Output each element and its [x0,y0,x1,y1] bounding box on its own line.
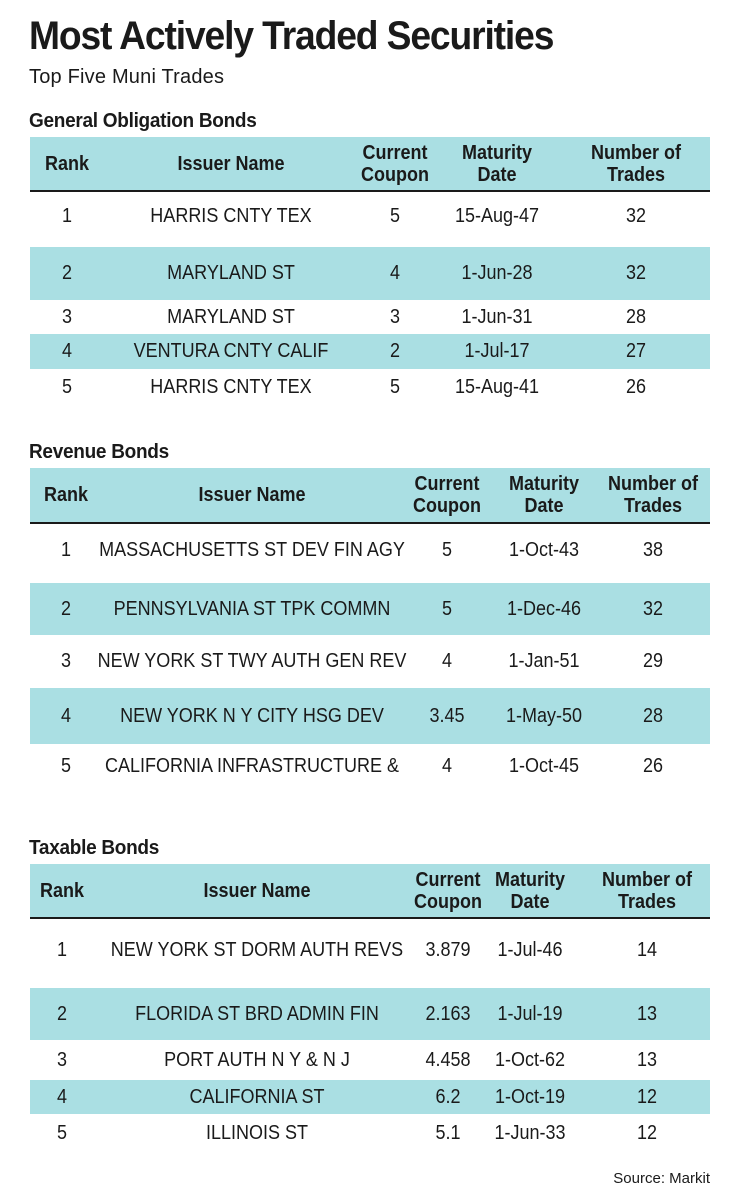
table-cell-number-of-trades: 32 [625,262,647,284]
table-row [30,1040,710,1080]
table-row [30,300,710,334]
table-cell-number-of-trades: 12 [636,1085,658,1108]
table-cell-issuer-name: MARYLAND ST [167,262,295,284]
table-cell-rank: 1 [56,938,68,961]
table-cell-issuer-name: FLORIDA ST BRD ADMIN FIN [135,1002,379,1025]
table-cell-maturity-date: 1-Jul-19 [497,1002,563,1025]
table-cell-number-of-trades: 14 [636,938,658,961]
table-cell-number-of-trades: 13 [636,1002,658,1025]
table-cell-number-of-trades: 29 [642,650,664,672]
table-cell-current-coupon: 4 [389,262,401,284]
table-cell-maturity-date: 1-Oct-45 [508,754,580,777]
taxable-bonds-header-row [30,864,710,919]
column-header-rank: Rank [43,484,89,506]
table-cell-number-of-trades: 27 [625,340,647,362]
table-cell-issuer-name: PORT AUTH N Y & N J [164,1048,350,1071]
table-cell-current-coupon: 5 [441,597,453,620]
table-cell-rank: 2 [60,597,72,620]
table-cell-maturity-date: 1-Oct-43 [508,538,580,561]
table-cell-number-of-trades: 28 [625,305,647,328]
table-cell-number-of-trades: 28 [642,704,664,727]
table-cell-rank: 5 [56,1121,68,1144]
table-cell-maturity-date: 1-Dec-46 [506,597,582,620]
column-header-issuer-name: Issuer Name [203,879,311,902]
column-header-rank: Rank [44,152,90,175]
column-header-maturity-date: Maturity Date [508,473,580,517]
table-cell-current-coupon: 3 [389,305,401,328]
table-cell-issuer-name: CALIFORNIA ST [189,1085,325,1108]
table-cell-maturity-date: 1-Jul-17 [464,340,530,362]
table-cell-current-coupon: 6.2 [435,1085,461,1108]
table-cell-issuer-name: MARYLAND ST [167,305,295,328]
table-cell-maturity-date: 1-Oct-19 [494,1085,566,1108]
table-cell-maturity-date: 15-Aug-41 [454,375,540,398]
table-cell-rank: 5 [61,375,73,398]
column-header-maturity-date: Maturity Date [494,868,566,913]
table-cell-maturity-date: 1-Jun-33 [494,1121,566,1144]
table-row [30,583,710,635]
table-cell-issuer-name: HARRIS CNTY TEX [150,375,312,398]
table-cell-rank: 1 [60,538,72,561]
table-cell-maturity-date: 15-Aug-47 [454,204,540,227]
column-header-current-coupon: Current Coupon [361,141,429,186]
column-header-maturity-date: Maturity Date [461,141,533,186]
table-row [30,522,710,578]
table-cell-issuer-name: CALIFORNIA INFRASTRUCTURE & [104,754,400,777]
table-cell-current-coupon: 5 [389,375,401,398]
revenue-bonds-title: Revenue Bonds [29,441,169,463]
table-cell-issuer-name: PENNSYLVANIA ST TPK COMMN [113,597,391,620]
table-cell-current-coupon: 3.879 [425,938,471,961]
table-cell-number-of-trades: 38 [642,538,664,561]
table-cell-rank: 4 [56,1085,68,1108]
table-row [30,1114,710,1152]
table-row [30,1080,710,1114]
table-cell-maturity-date: 1-Oct-62 [494,1048,566,1071]
table-cell-current-coupon: 5.1 [435,1121,461,1144]
table-cell-number-of-trades: 26 [625,375,647,398]
table-cell-issuer-name: HARRIS CNTY TEX [150,204,312,227]
table-cell-current-coupon: 5 [389,204,401,227]
table-cell-issuer-name: NEW YORK N Y CITY HSG DEV [120,704,384,727]
table-row [30,635,710,688]
table-cell-maturity-date: 1-Jun-28 [461,262,533,284]
table-cell-rank: 5 [60,754,72,777]
table-cell-number-of-trades: 26 [642,754,664,777]
table-cell-current-coupon: 5 [441,538,453,561]
table-cell-issuer-name: NEW YORK ST TWY AUTH GEN REV [97,650,407,672]
table-cell-number-of-trades: 13 [636,1048,658,1071]
table-cell-number-of-trades: 32 [642,597,664,620]
general-obligation-bonds-header-row [30,137,710,192]
general-obligation-bonds-title: General Obligation Bonds [29,110,257,132]
table-cell-current-coupon: 3.45 [429,704,465,727]
table-row [30,744,710,788]
table-cell-rank: 4 [60,704,72,727]
page-title: Most Actively Traded Securities [29,14,554,58]
taxable-bonds-title: Taxable Bonds [29,837,160,859]
table-cell-issuer-name: ILLINOIS ST [205,1121,309,1144]
column-header-number-of-trades: Number of Trades [602,868,692,913]
revenue-bonds-header-row [30,468,710,524]
table-cell-rank: 4 [61,340,73,362]
column-header-issuer-name: Issuer Name [198,484,306,506]
table-row [30,988,710,1040]
table-row [30,688,710,744]
page-subtitle: Top Five Muni Trades [29,66,225,88]
table-cell-issuer-name: NEW YORK ST DORM AUTH REVS [110,938,404,961]
table-cell-number-of-trades: 32 [625,204,647,227]
table-row [30,369,710,405]
column-header-number-of-trades: Number of Trades [591,141,681,186]
table-cell-issuer-name: MASSACHUSETTS ST DEV FIN AGY [99,538,405,561]
column-header-current-coupon: Current Coupon [413,473,481,517]
column-header-number-of-trades: Number of Trades [608,473,698,517]
column-header-current-coupon: Current Coupon [414,868,482,913]
table-cell-maturity-date: 1-May-50 [505,704,583,727]
table-cell-current-coupon: 4 [441,754,453,777]
table-cell-current-coupon: 4.458 [425,1048,471,1071]
table-row [30,247,710,300]
table-row [30,190,710,242]
table-cell-maturity-date: 1-Jun-31 [461,305,533,328]
table-row [30,334,710,369]
table-cell-number-of-trades: 12 [636,1121,658,1144]
table-cell-rank: 2 [56,1002,68,1025]
table-cell-rank: 3 [60,650,72,672]
table-cell-maturity-date: 1-Jan-51 [508,650,580,672]
table-cell-rank: 3 [61,305,73,328]
column-header-rank: Rank [39,879,85,902]
table-cell-current-coupon: 2 [389,340,401,362]
table-row [30,917,710,983]
table-cell-rank: 2 [61,262,73,284]
table-cell-rank: 3 [56,1048,68,1071]
table-cell-rank: 1 [61,204,73,227]
table-cell-issuer-name: VENTURA CNTY CALIF [133,340,329,362]
table-cell-current-coupon: 2.163 [425,1002,471,1025]
source-note: Source: Markit [613,1170,710,1187]
column-header-issuer-name: Issuer Name [177,152,285,175]
table-cell-maturity-date: 1-Jul-46 [497,938,563,961]
table-cell-current-coupon: 4 [441,650,453,672]
